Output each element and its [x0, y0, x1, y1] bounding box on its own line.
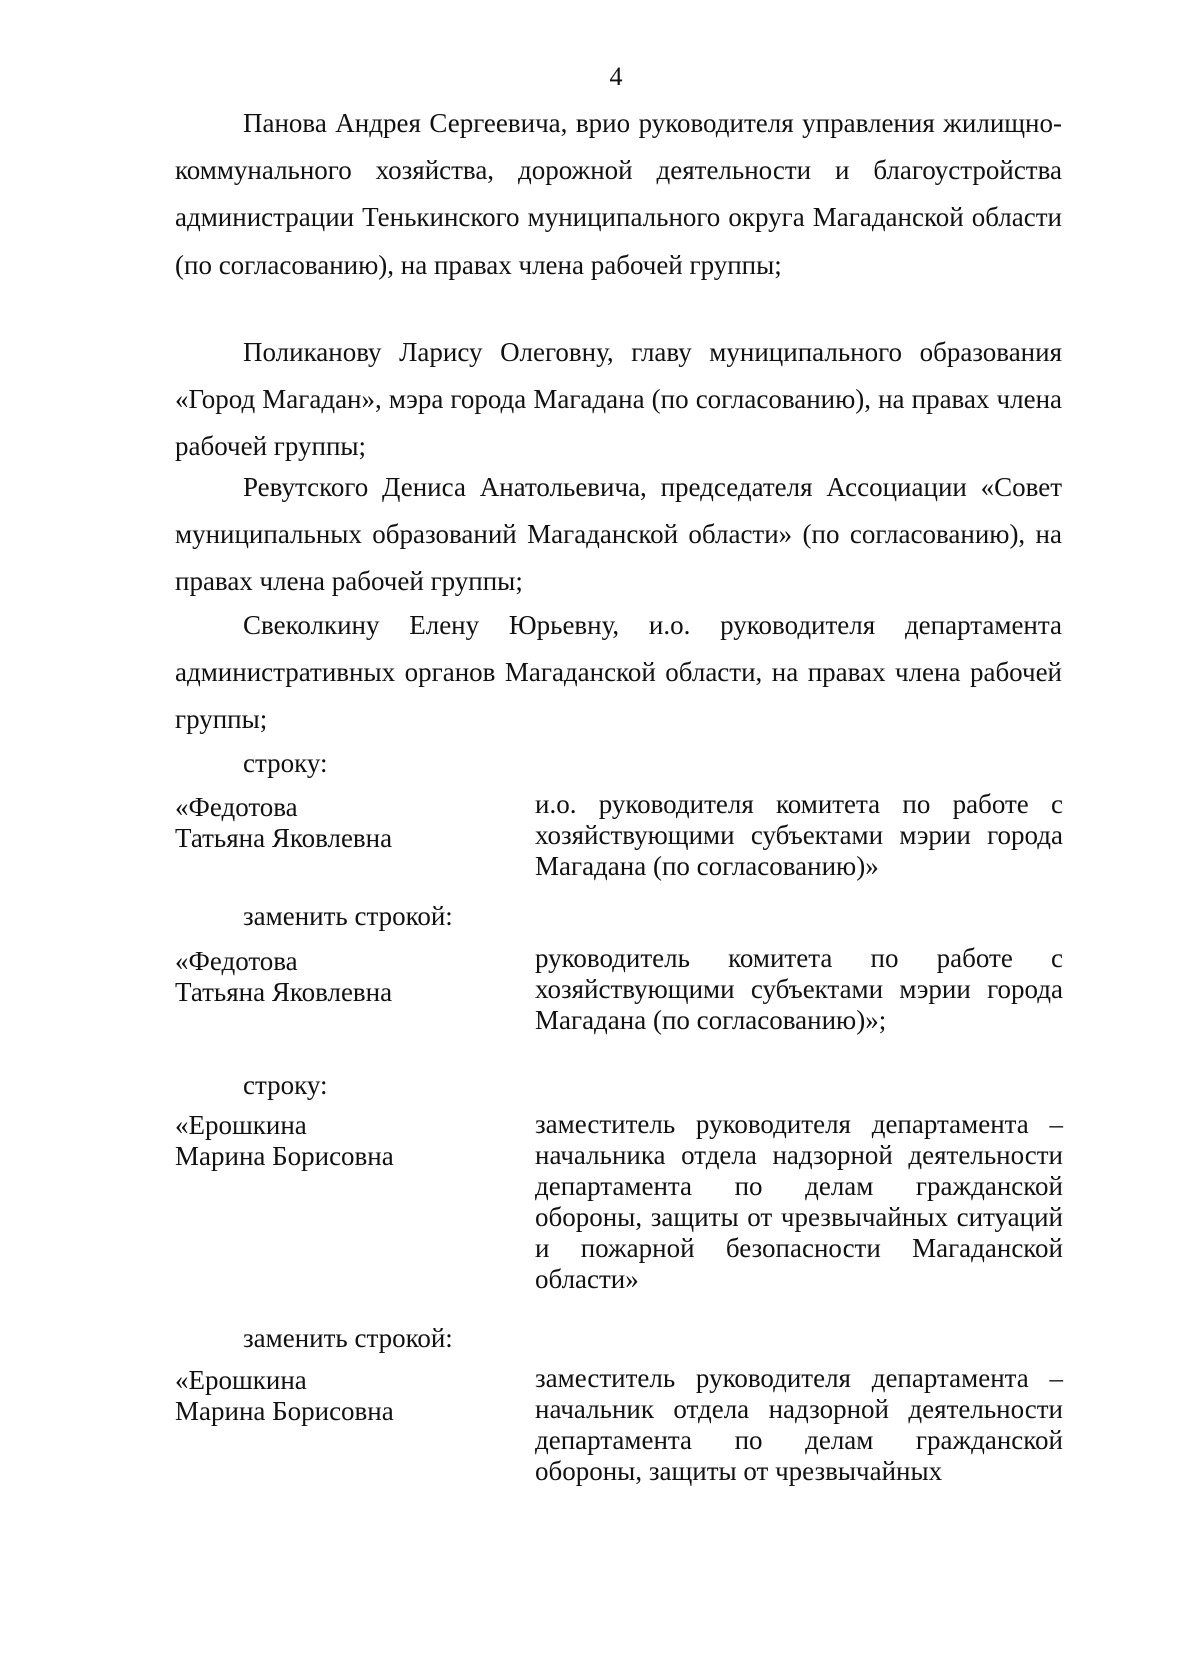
entry-position: и.о. руководителя комитета по работе с хозяйствующими субъектами мэрии города Магадана (по согласованию)»	[535, 789, 1063, 881]
entry-position: заместитель руководителя департамента – начальника отдела надзорной деятельности департамента по делам гражданской обороны, защиты от чрезвычайных ситуаций и пожарной безопасности Магаданской области»	[535, 1109, 1063, 1294]
paragraph-revutsky: Ревутского Дениса Анатольевича, председателя Ассоциации «Совет муниципальных образований Магаданской области» (по согласованию), на правах члена рабочей группы;	[175, 472, 1062, 597]
entry-name-block	[175, 1365, 535, 1427]
entry-position: заместитель руководителя департамента – начальник отдела надзорной деятельности департамента по делам гражданской обороны, защиты от чрезвычайных	[535, 1363, 1063, 1486]
entry-position: руководитель комитета по работе с хозяйствующими субъектами мэрии города Магадана (по согласованию)»;	[535, 943, 1063, 1035]
line-label: строку:	[243, 748, 328, 778]
replace-label: заменить строкой:	[243, 1323, 453, 1353]
line-label: строку:	[243, 1070, 328, 1100]
replace-label: заменить строкой:	[243, 901, 453, 931]
entry-name-block	[175, 792, 535, 854]
entry-given-names: Марина Борисовна	[175, 1141, 394, 1171]
entry-name-block	[175, 946, 535, 1008]
entry-surname: «Ерошкина	[175, 1365, 307, 1395]
entry-given-names: Татьяна Яковлевна	[175, 977, 393, 1007]
entry-given-names: Татьяна Яковлевна	[175, 823, 393, 853]
entry-name-block	[175, 1110, 535, 1172]
entry-given-names: Марина Борисовна	[175, 1396, 394, 1426]
entry-surname: «Ерошкина	[175, 1110, 307, 1140]
entry-surname: «Федотова	[175, 946, 298, 976]
paragraph-polikanova: Поликанову Ларису Олеговну, главу муниципального образования «Город Магадан», мэра города Магадана (по согласованию), на правах члена рабочей группы;	[175, 337, 1062, 462]
paragraph-svekolkina: Свеколкину Елену Юрьевну, и.о. руководителя департамента административных органов Магаданской области, на правах члена рабочей группы;	[175, 610, 1062, 735]
entry-surname: «Федотова	[175, 792, 298, 822]
page-number: 4	[609, 62, 623, 91]
paragraph-panov: Панова Андрея Сергеевича, врио руководителя управления жилищно-коммунального хозяйства, дорожной деятельности и благоустройства администрации Тенькинского муниципального округа Магаданской области (по согласованию), на правах члена рабочей группы;	[175, 108, 1062, 280]
